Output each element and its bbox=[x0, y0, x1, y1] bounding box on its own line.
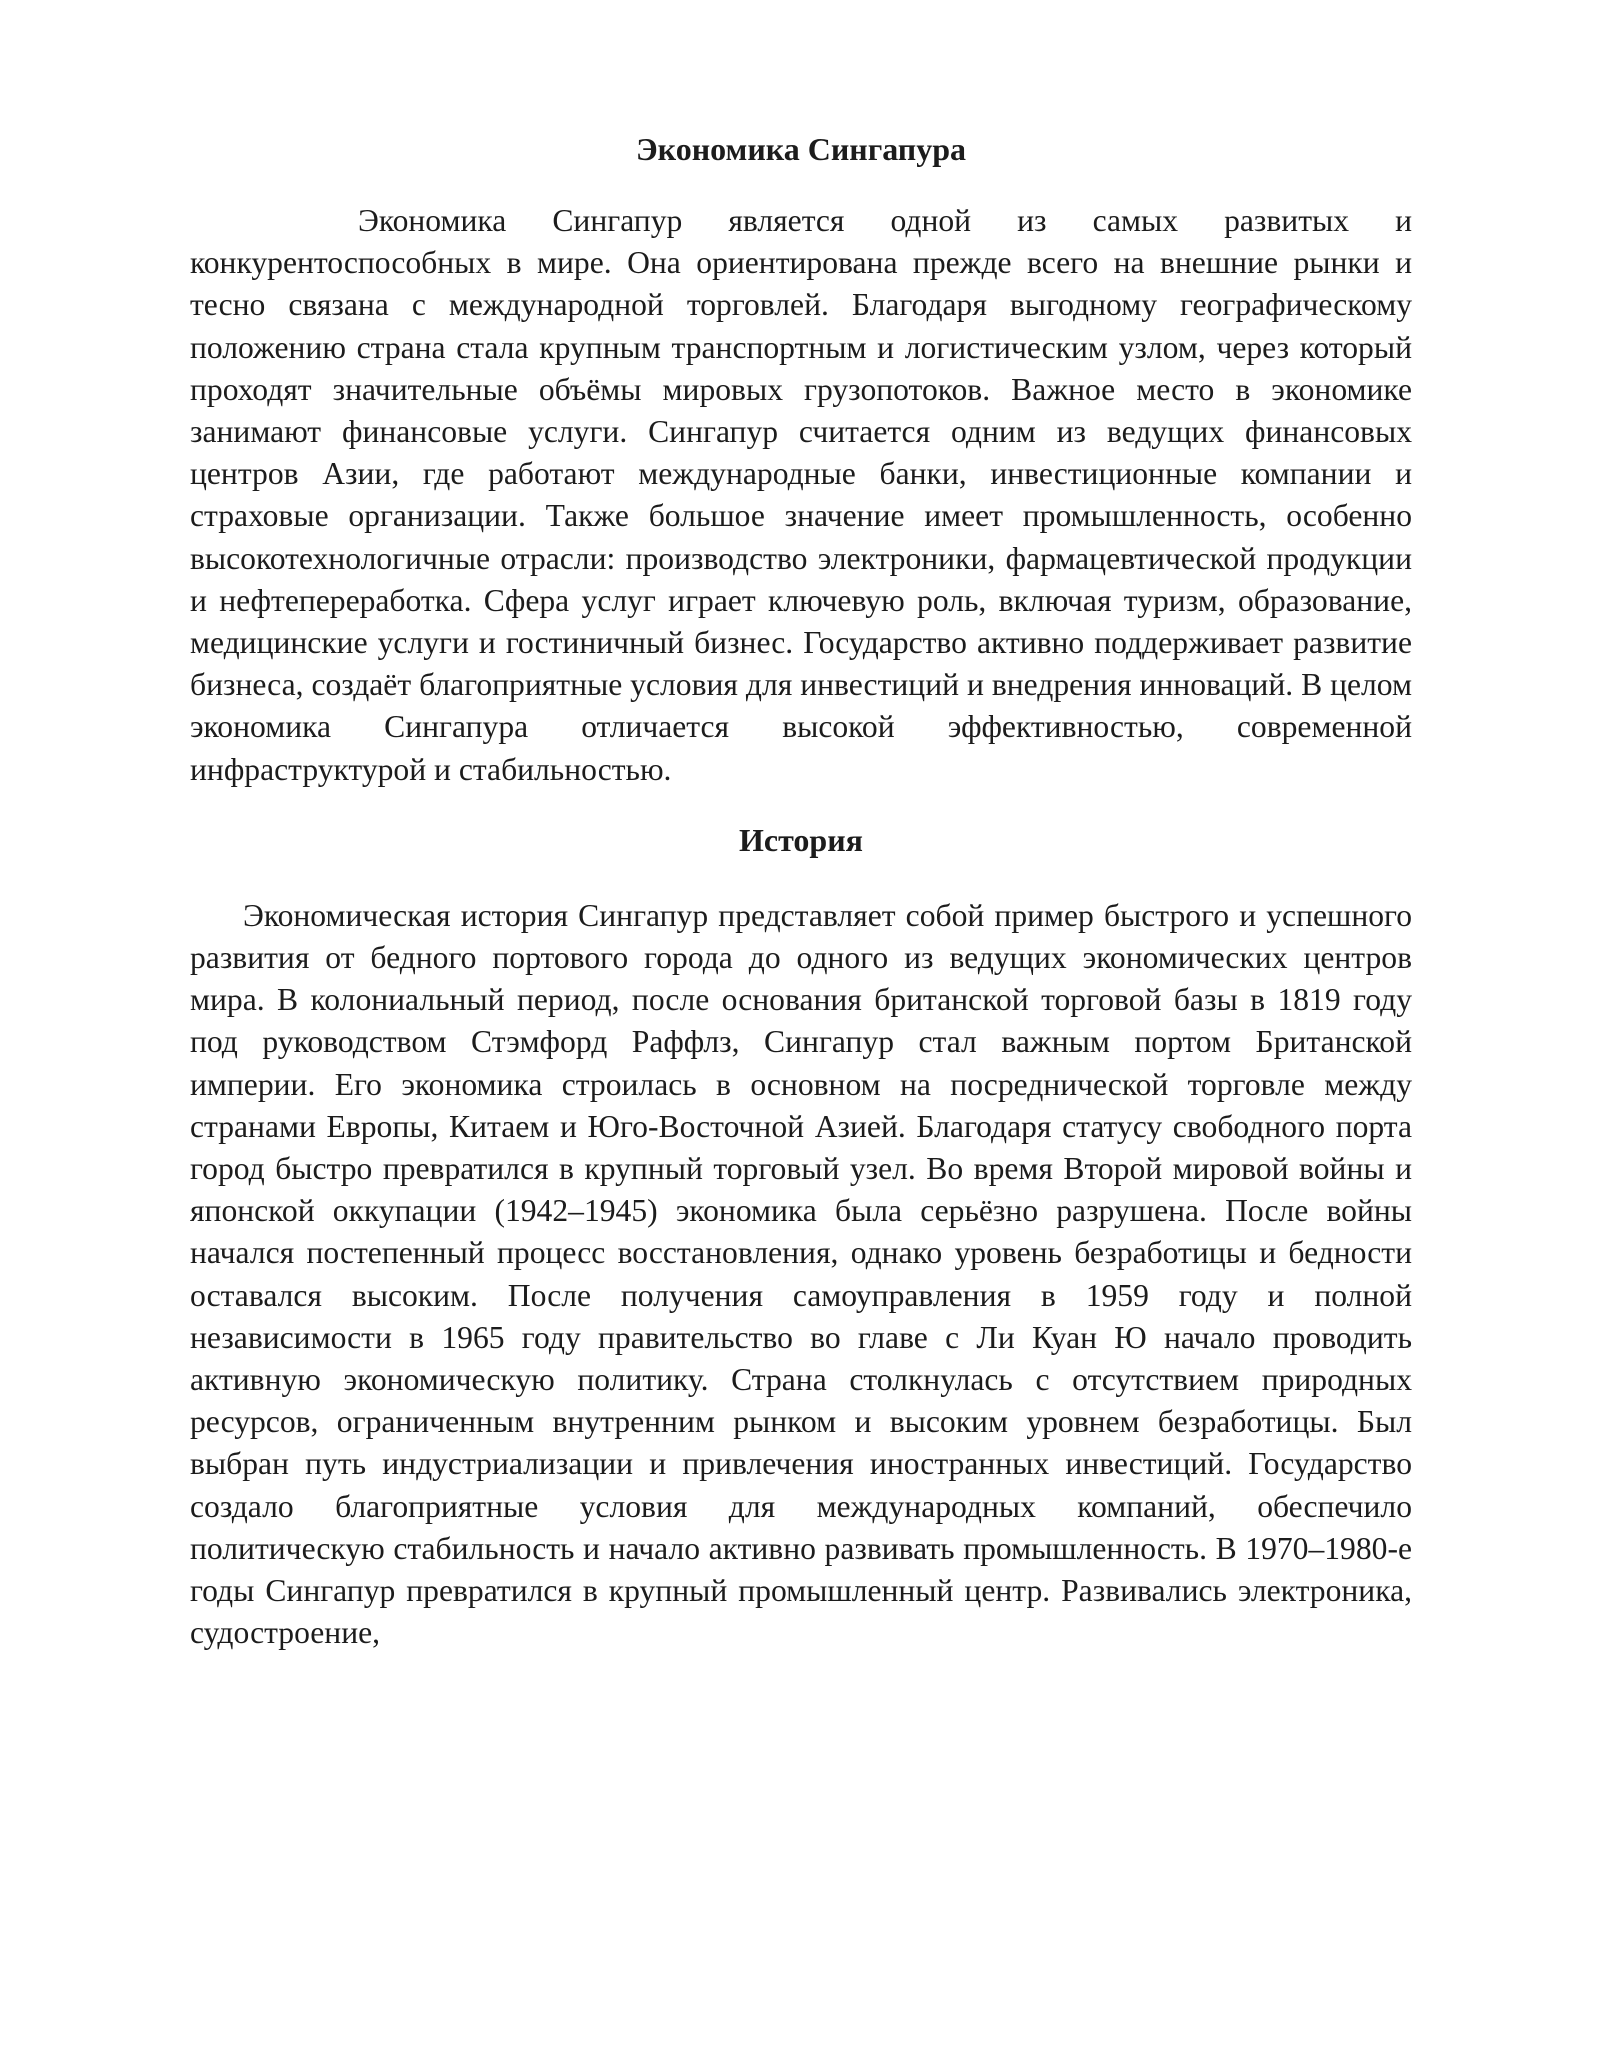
section-title-history: История bbox=[739, 821, 863, 858]
document-title: Экономика Сингапура bbox=[635, 131, 967, 167]
paragraph-economy-overview: Экономика Сингапур является одной из самых развитых и конкурентоспособных в мире. Она ориентирована прежде всего на внешние рынки и тесно связана с международной торговлей. Благодаря выгодному географическому положению страна стала крупным транспортным и логистическим узлом, через который проходят значительные объёмы мировых грузопотоков. Важное место в экономике занимают финансовые услуги. Сингапур считается одним из ведущих финансовых центров Азии, где работают международные банки, инвестиционные компании и страховые организации. Также большое значение имеет промышленность, особенно высокотехнологичные отрасли: производство электроники, фармацевтической продукции и нефтепереработка. Сфера услуг играет ключевую роль, включая туризм, образование, медицинские услуги и гостиничный бизнес. Государство активно поддерживает развитие бизнеса, создаёт благоприятные условия для инвестиций и внедрения инноваций. В целом экономика Сингапура отличается высокой эффективностью, современной инфраструктурой и стабильностью. bbox=[190, 203, 1412, 787]
document-body bbox=[190, 128, 1412, 1655]
paragraph-economic-history: Экономическая история Сингапур представляет собой пример быстрого и успешного развития от бедного портового города до одного из ведущих экономических центров мира. В колониальный период, после основания британской торговой базы в 1819 году под руководством Стэмфорд Раффлз, Сингапур стал важным портом Британской империи. Его экономика строилась в основном на посреднической торговле между странами Европы, Китаем и Юго-Восточной Азией. Благодаря статусу свободного порта город быстро превратился в крупный торговый узел. Во время Второй мировой войны и японской оккупации (1942–1945) экономика была серьёзно разрушена. После войны начался постепенный процесс восстановления, однако уровень безработицы и бедности оставался высоким. После получения самоуправления в 1959 году и полной независимости в 1965 году правительство во главе с Ли Куан Ю начало проводить активную экономическую политику. Страна столкнулась с отсутствием природных ресурсов, ограниченным внутренним рынком и высоким уровнем безработицы. Был выбран путь индустриализации и привлечения иностранных инвестиций. Государство создало благоприятные условия для международных компаний, обеспечило политическую стабильность и начало активно развивать промышленность. В 1970–1980-е годы Сингапур превратился в крупный промышленный центр. Развивались электроника, судостроение, bbox=[190, 897, 1412, 1651]
